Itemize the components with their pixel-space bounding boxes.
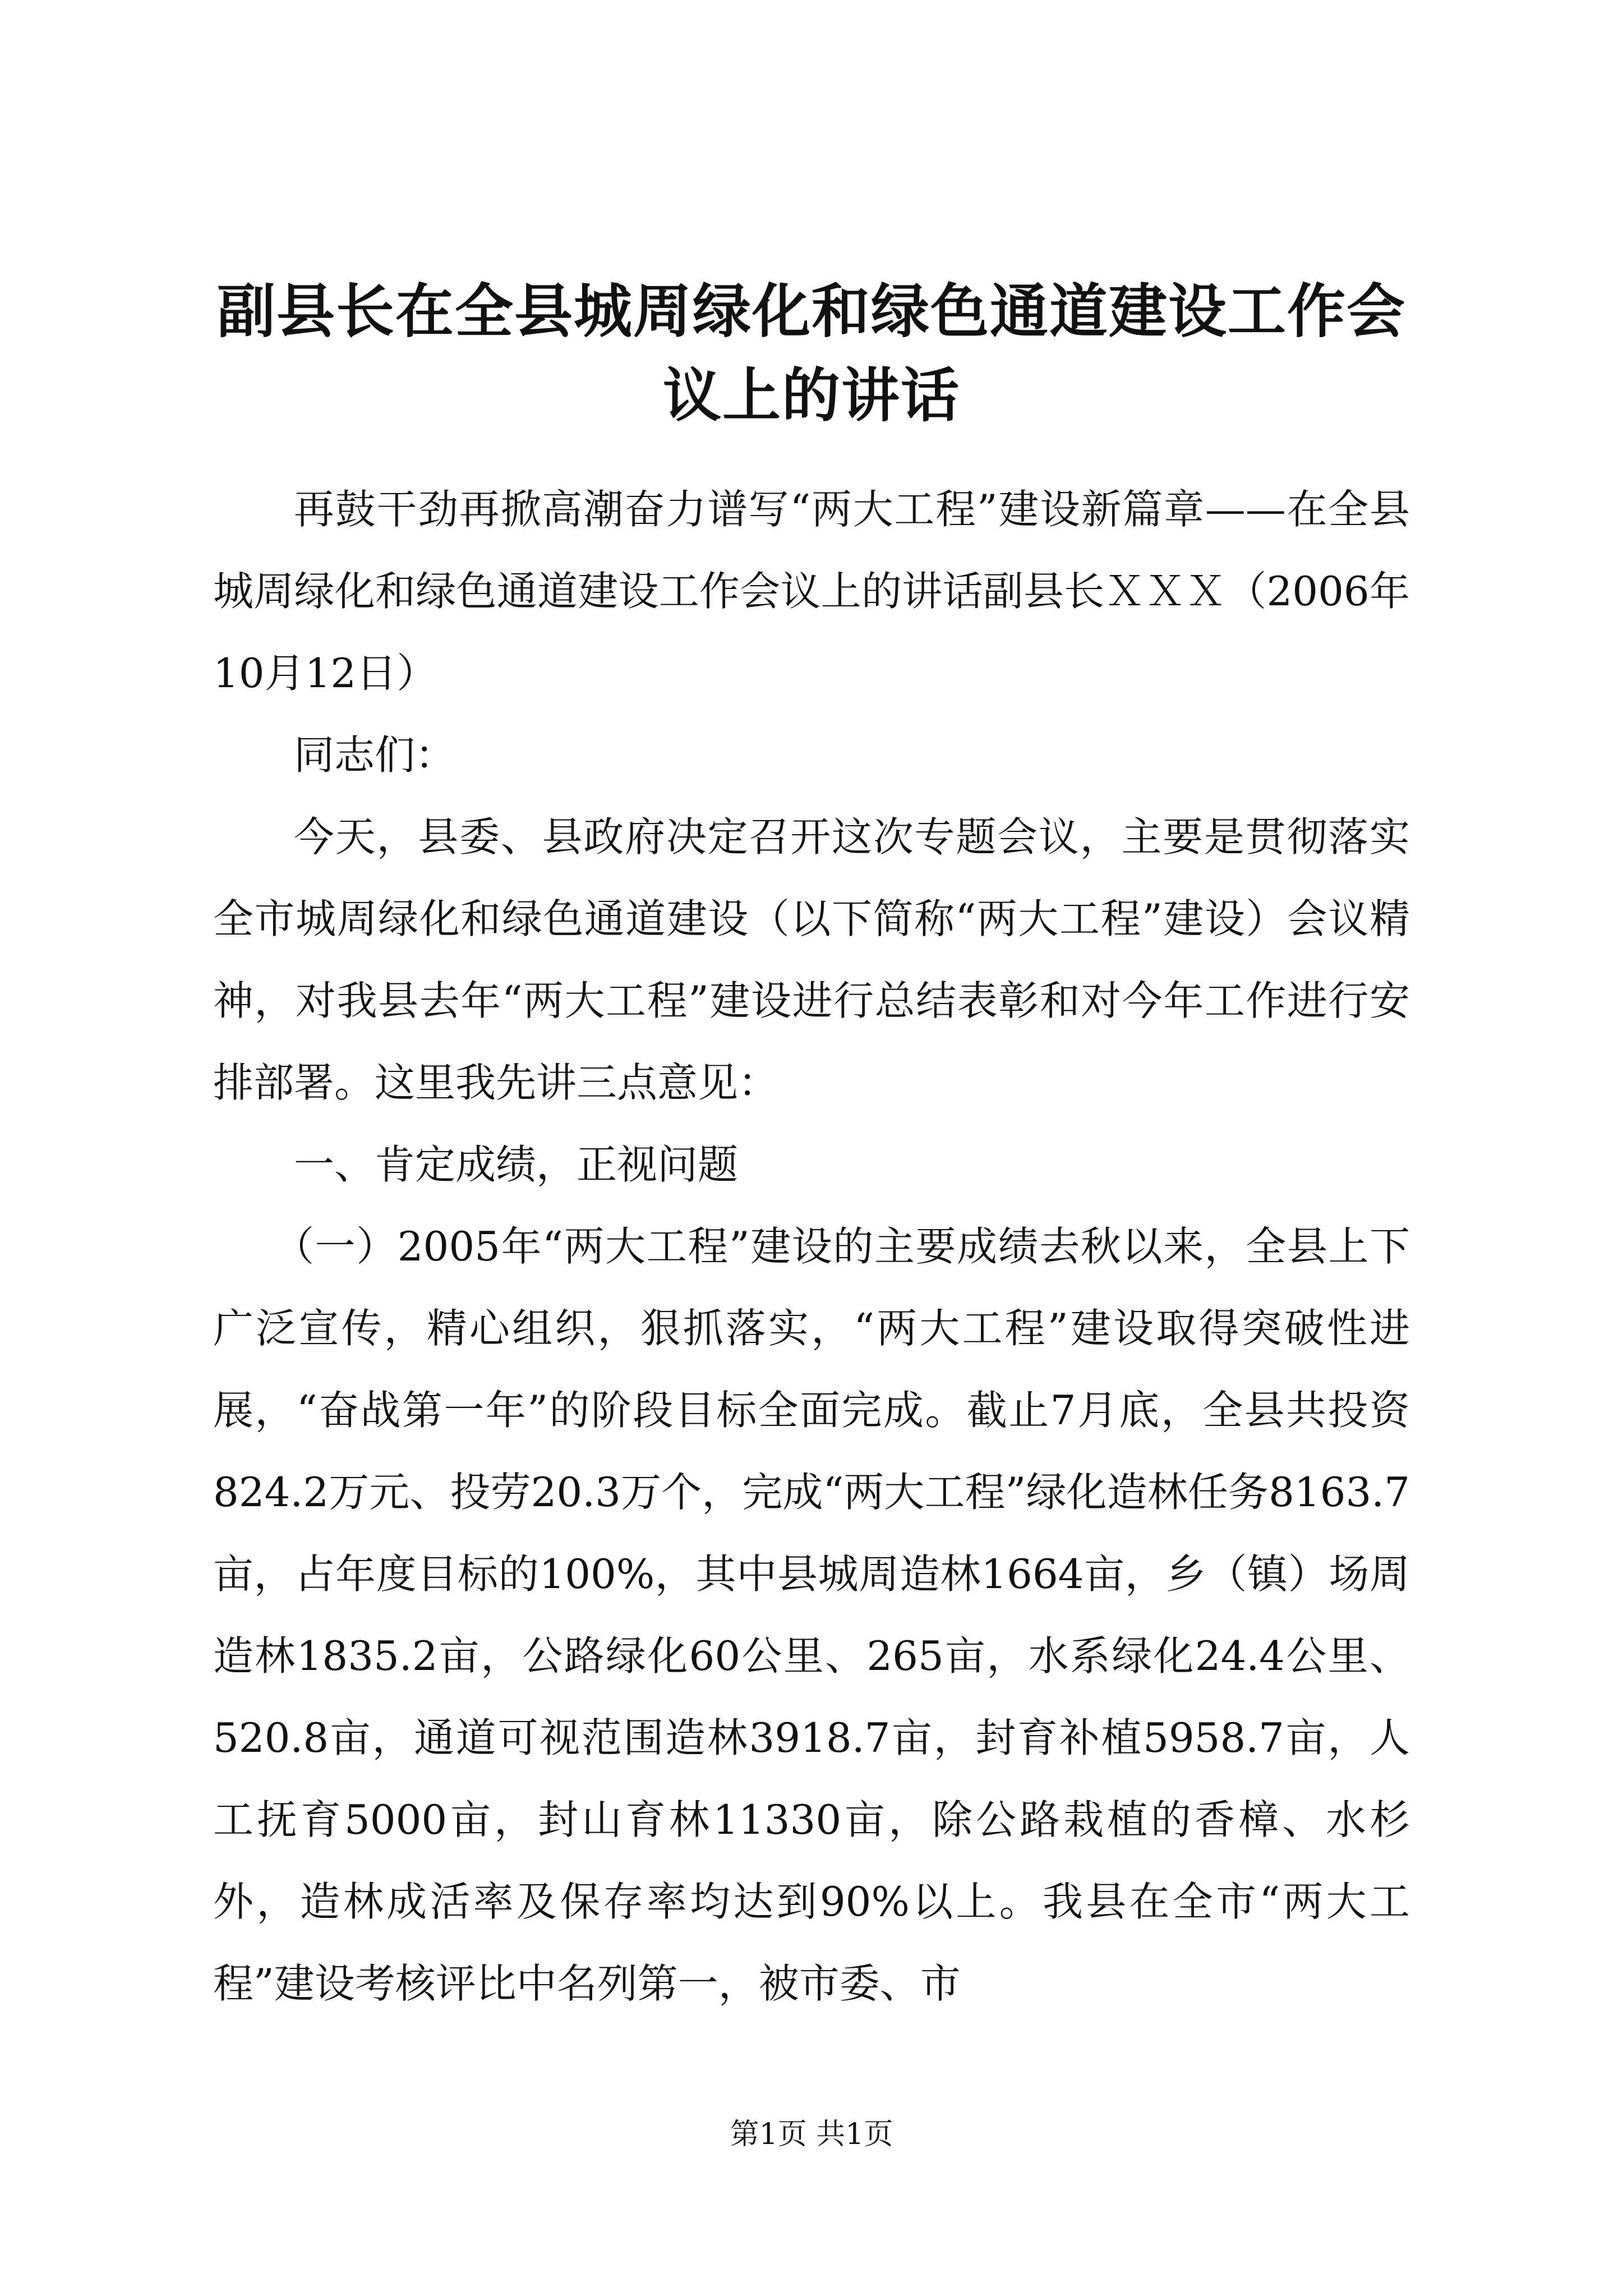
title-line-2: 议上的讲话 [662, 361, 960, 430]
achievements-paragraph: （一）2005年“两大工程”建设的主要成绩去秋以来，全县上下广泛宣传，精心组织，狠抓落实，“两大工程”建设取得突破性进展，“奋战第一年”的阶段目标全面完成。截止7月底，全县共投资824.2万元、投劳20.3万个，完成“两大工程”绿化造林任务8163.7亩，占年度目标的100%，其中县城周造林1664亩，乡（镇）场周造林1835.2亩，公路绿化60公里、265亩，水系绿化24.4公里、520.8亩，通道可视范围造林3918.7亩，封育补植5958.7亩，人工抚育5000亩，封山育林11330亩，除公路栽植的香樟、水杉外，造林成活率及保存率均达到90%以上。我县在全市“两大工程”建设考核评比中名列第一，被市委、市 [213, 1223, 1410, 2007]
title-line-1: 副县长在全县城周绿化和绿色通道建设工作会 [216, 277, 1406, 346]
document-body [213, 468, 1410, 2024]
salutation-paragraph: 同志们： [294, 731, 456, 779]
subtitle-paragraph: 再鼓干劲再掀高潮奋力谱写“两大工程”建设新篇章——在全县城周绿化和绿色通道建设工作会议上的讲话副县长ＸＸＸ（2006年10月12日） [213, 486, 1410, 697]
page-footer: 第1页 共1页 [730, 2118, 893, 2151]
section-heading: 一、肯定成绩，正视问题 [294, 1141, 739, 1188]
intro-paragraph: 今天，县委、县政府决定召开这次专题会议，主要是贯彻落实全市城周绿化和绿色通道建设（以下简称“两大工程”建设）会议精神，对我县去年“两大工程”建设进行总结表彰和对今年工作进行安排部署。这里我先讲三点意见： [213, 813, 1410, 1106]
document-title [213, 269, 1410, 438]
